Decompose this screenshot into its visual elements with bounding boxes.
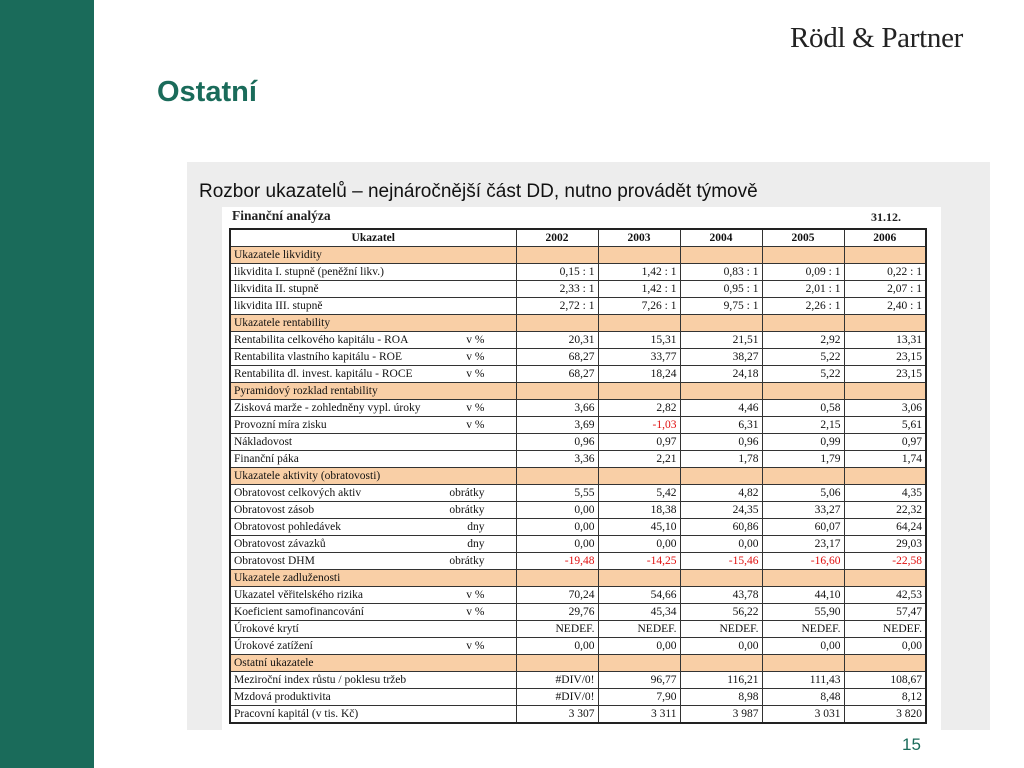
table-row (230, 621, 926, 638)
value-cell: 0,99 (762, 434, 844, 451)
indicator-label: Obratovost zásob (234, 503, 315, 516)
section-empty-cell (516, 655, 598, 672)
indicator-unit: v % (466, 639, 485, 652)
section-empty-cell (844, 383, 926, 400)
section-empty-cell (598, 247, 680, 264)
section-empty-cell (516, 383, 598, 400)
indicator-cell (230, 604, 516, 621)
value-cell: 1,78 (680, 451, 762, 468)
indicator-unit: obrátky (449, 486, 485, 499)
section-empty-cell (516, 468, 598, 485)
indicator-cell (230, 689, 516, 706)
section-label: Ukazatele rentability (230, 315, 516, 332)
value-cell: 1,42 : 1 (598, 264, 680, 281)
subtitle: Rozbor ukazatelů – nejnáročnější část DD, nutno provádět týmově (199, 181, 758, 202)
indicator-cell (230, 485, 516, 502)
value-cell: 8,48 (762, 689, 844, 706)
value-cell: 0,09 : 1 (762, 264, 844, 281)
table-row (230, 434, 926, 451)
table-row (230, 706, 926, 724)
table-row (230, 298, 926, 315)
value-cell: 60,86 (680, 519, 762, 536)
sidebar-band (0, 0, 94, 768)
value-cell: 38,27 (680, 349, 762, 366)
slide-title: Ostatní (157, 76, 257, 108)
indicator-cell (230, 536, 516, 553)
indicator-unit: v % (466, 588, 485, 601)
indicator-cell (230, 553, 516, 570)
indicator-label: Zisková marže - zohledněny vypl. úroky (234, 401, 421, 414)
section-empty-cell (598, 655, 680, 672)
section-label: Ukazatele zadluženosti (230, 570, 516, 587)
page-number: 15 (902, 735, 921, 754)
value-cell: 111,43 (762, 672, 844, 689)
value-cell: 29,76 (516, 604, 598, 621)
value-cell: 96,77 (598, 672, 680, 689)
value-cell: 64,24 (844, 519, 926, 536)
value-cell: 54,66 (598, 587, 680, 604)
section-label: Ukazatele aktivity (obratovosti) (230, 468, 516, 485)
value-cell: 7,90 (598, 689, 680, 706)
value-cell: 23,15 (844, 366, 926, 383)
section-label: Ostatní ukazatele (230, 655, 516, 672)
value-cell: 15,31 (598, 332, 680, 349)
header-indicator: Ukazatel (230, 229, 516, 247)
indicator-label: Finanční páka (234, 452, 299, 465)
document-title: Finanční analýza (232, 208, 331, 223)
value-cell: 33,27 (762, 502, 844, 519)
indicator-cell (230, 638, 516, 655)
value-cell: 0,97 (844, 434, 926, 451)
value-cell: 2,07 : 1 (844, 281, 926, 298)
value-cell: 0,96 (680, 434, 762, 451)
value-cell: 0,96 (516, 434, 598, 451)
indicator-unit: v % (466, 367, 485, 380)
indicator-label: Pracovní kapitál (v tis. Kč) (234, 707, 359, 720)
value-cell: 0,00 (680, 638, 762, 655)
indicator-label: Nákladovost (234, 435, 293, 448)
value-cell: 44,10 (762, 587, 844, 604)
value-cell: -22,58 (844, 553, 926, 570)
value-cell: NEDEF. (516, 621, 598, 638)
value-cell: 42,53 (844, 587, 926, 604)
value-cell: 8,98 (680, 689, 762, 706)
indicator-label: Rentabilita celkového kapitálu - ROA (234, 333, 409, 346)
value-cell: -1,03 (598, 417, 680, 434)
indicator-cell (230, 417, 516, 434)
indicator-label: Mzdová produktivita (234, 690, 331, 703)
indicator-cell (230, 672, 516, 689)
indicator-cell (230, 298, 516, 315)
value-cell: 5,06 (762, 485, 844, 502)
indicator-cell (230, 366, 516, 383)
section-row (230, 315, 926, 332)
section-label: Ukazatele likvidity (230, 247, 516, 264)
indicator-cell (230, 332, 516, 349)
section-row (230, 655, 926, 672)
value-cell: 0,95 : 1 (680, 281, 762, 298)
table-header-row (230, 229, 926, 247)
section-empty-cell (680, 570, 762, 587)
value-cell: 0,00 (516, 638, 598, 655)
section-empty-cell (598, 570, 680, 587)
value-cell: 56,22 (680, 604, 762, 621)
section-empty-cell (844, 247, 926, 264)
value-cell: 0,00 (680, 536, 762, 553)
value-cell: 5,61 (844, 417, 926, 434)
indicator-label: likvidita II. stupně (234, 282, 319, 295)
value-cell: #DIV/0! (516, 689, 598, 706)
value-cell: 6,31 (680, 417, 762, 434)
value-cell: 55,90 (762, 604, 844, 621)
section-empty-cell (516, 247, 598, 264)
value-cell: 116,21 (680, 672, 762, 689)
value-cell: 0,00 (516, 502, 598, 519)
value-cell: 9,75 : 1 (680, 298, 762, 315)
indicator-label: Úrokové krytí (234, 622, 299, 635)
value-cell: 18,24 (598, 366, 680, 383)
value-cell: 4,35 (844, 485, 926, 502)
value-cell: 23,15 (844, 349, 926, 366)
table-row (230, 604, 926, 621)
section-row (230, 247, 926, 264)
section-empty-cell (762, 383, 844, 400)
value-cell: 13,31 (844, 332, 926, 349)
value-cell: #DIV/0! (516, 672, 598, 689)
section-row (230, 570, 926, 587)
value-cell: 3,36 (516, 451, 598, 468)
value-cell: -14,25 (598, 553, 680, 570)
indicator-unit: v % (466, 605, 485, 618)
indicator-cell (230, 281, 516, 298)
value-cell: 0,22 : 1 (844, 264, 926, 281)
table-row (230, 536, 926, 553)
section-empty-cell (598, 468, 680, 485)
value-cell: 18,38 (598, 502, 680, 519)
table-row (230, 366, 926, 383)
value-cell: 3,69 (516, 417, 598, 434)
header-2006: 2006 (844, 229, 926, 247)
table-row (230, 485, 926, 502)
section-empty-cell (844, 468, 926, 485)
table-row (230, 417, 926, 434)
table-row (230, 451, 926, 468)
indicator-label: Obratovost pohledávek (234, 520, 341, 533)
indicator-label: likvidita I. stupně (peněžní likv.) (234, 265, 384, 278)
indicator-unit: dny (467, 537, 485, 550)
indicator-unit: obrátky (449, 503, 485, 516)
header-2005: 2005 (762, 229, 844, 247)
value-cell: 2,01 : 1 (762, 281, 844, 298)
value-cell: 60,07 (762, 519, 844, 536)
value-cell: 29,03 (844, 536, 926, 553)
indicator-label: Obratovost závazků (234, 537, 326, 550)
value-cell: 1,42 : 1 (598, 281, 680, 298)
indicator-label: likvidita III. stupně (234, 299, 323, 312)
section-empty-cell (680, 247, 762, 264)
value-cell: 0,97 (598, 434, 680, 451)
table-row (230, 332, 926, 349)
document-date: 31.12. (871, 210, 901, 224)
value-cell: 5,42 (598, 485, 680, 502)
value-cell: 1,79 (762, 451, 844, 468)
value-cell: 5,22 (762, 366, 844, 383)
value-cell: 33,77 (598, 349, 680, 366)
header-2004: 2004 (680, 229, 762, 247)
value-cell: 0,00 (598, 536, 680, 553)
value-cell: 5,55 (516, 485, 598, 502)
value-cell: 8,12 (844, 689, 926, 706)
value-cell: 2,26 : 1 (762, 298, 844, 315)
value-cell: 70,24 (516, 587, 598, 604)
value-cell: 2,33 : 1 (516, 281, 598, 298)
indicator-cell (230, 519, 516, 536)
value-cell: 0,00 (516, 536, 598, 553)
value-cell: -16,60 (762, 553, 844, 570)
section-empty-cell (844, 655, 926, 672)
value-cell: 0,58 (762, 400, 844, 417)
indicator-unit: obrátky (449, 554, 485, 567)
section-empty-cell (844, 570, 926, 587)
section-empty-cell (762, 570, 844, 587)
table-row (230, 281, 926, 298)
indicator-cell (230, 621, 516, 638)
table-row (230, 400, 926, 417)
value-cell: 2,21 (598, 451, 680, 468)
value-cell: 3 307 (516, 706, 598, 724)
indicator-unit: v % (466, 401, 485, 414)
table-row (230, 587, 926, 604)
indicator-label: Ukazatel věřitelského rizika (234, 588, 363, 601)
indicator-cell (230, 451, 516, 468)
value-cell: 3,66 (516, 400, 598, 417)
section-empty-cell (762, 655, 844, 672)
section-row (230, 468, 926, 485)
table-row (230, 519, 926, 536)
header-2003: 2003 (598, 229, 680, 247)
table-row (230, 689, 926, 706)
value-cell: 57,47 (844, 604, 926, 621)
indicator-cell (230, 400, 516, 417)
indicator-cell (230, 264, 516, 281)
value-cell: -19,48 (516, 553, 598, 570)
indicator-cell (230, 502, 516, 519)
indicator-cell (230, 587, 516, 604)
value-cell: 0,00 (844, 638, 926, 655)
section-empty-cell (516, 570, 598, 587)
table-row (230, 502, 926, 519)
indicator-label: Koeficient samofinancování (234, 605, 364, 618)
header-2002: 2002 (516, 229, 598, 247)
value-cell: 5,22 (762, 349, 844, 366)
section-empty-cell (598, 383, 680, 400)
indicator-label: Úrokové zatížení (234, 639, 313, 652)
value-cell: NEDEF. (844, 621, 926, 638)
brand-logo: Rödl & Partner (790, 22, 964, 54)
indicator-cell (230, 706, 516, 724)
value-cell: 0,00 (762, 638, 844, 655)
section-empty-cell (598, 315, 680, 332)
section-row (230, 383, 926, 400)
value-cell: NEDEF. (762, 621, 844, 638)
section-empty-cell (680, 315, 762, 332)
indicator-unit: v % (466, 350, 485, 363)
value-cell: 24,35 (680, 502, 762, 519)
table-row (230, 349, 926, 366)
value-cell: 22,32 (844, 502, 926, 519)
value-cell: 0,00 (598, 638, 680, 655)
value-cell: 0,15 : 1 (516, 264, 598, 281)
value-cell: 2,72 : 1 (516, 298, 598, 315)
section-empty-cell (762, 247, 844, 264)
indicator-label: Obratovost DHM (234, 554, 315, 567)
value-cell: -15,46 (680, 553, 762, 570)
indicator-cell (230, 434, 516, 451)
table-row (230, 264, 926, 281)
indicator-unit: dny (467, 520, 485, 533)
table-row (230, 672, 926, 689)
value-cell: 21,51 (680, 332, 762, 349)
table-body (230, 247, 926, 724)
value-cell: 45,34 (598, 604, 680, 621)
value-cell: 3 311 (598, 706, 680, 724)
indicator-label: Provozní míra zisku (234, 418, 327, 431)
indicator-label: Meziroční index růstu / poklesu tržeb (234, 673, 407, 686)
value-cell: 3 820 (844, 706, 926, 724)
value-cell: 2,92 (762, 332, 844, 349)
section-empty-cell (680, 383, 762, 400)
value-cell: 23,17 (762, 536, 844, 553)
table-row (230, 638, 926, 655)
value-cell: 43,78 (680, 587, 762, 604)
value-cell: 2,40 : 1 (844, 298, 926, 315)
section-label: Pyramidový rozklad rentability (230, 383, 516, 400)
table-row (230, 553, 926, 570)
value-cell: 4,82 (680, 485, 762, 502)
value-cell: NEDEF. (680, 621, 762, 638)
section-empty-cell (844, 315, 926, 332)
indicator-unit: v % (466, 418, 485, 431)
indicator-unit: v % (466, 333, 485, 346)
indicator-cell (230, 349, 516, 366)
value-cell: 7,26 : 1 (598, 298, 680, 315)
section-empty-cell (762, 315, 844, 332)
indicator-label: Obratovost celkových aktiv (234, 486, 362, 499)
value-cell: 108,67 (844, 672, 926, 689)
value-cell: 0,83 : 1 (680, 264, 762, 281)
value-cell: 0,00 (516, 519, 598, 536)
value-cell: 3 987 (680, 706, 762, 724)
indicator-label: Rentabilita vlastního kapitálu - ROE (234, 350, 402, 363)
indicator-label: Rentabilita dl. invest. kapitálu - ROCE (234, 367, 413, 380)
financial-table (229, 228, 927, 724)
value-cell: 2,15 (762, 417, 844, 434)
value-cell: 3,06 (844, 400, 926, 417)
value-cell: 1,74 (844, 451, 926, 468)
section-empty-cell (762, 468, 844, 485)
value-cell: 24,18 (680, 366, 762, 383)
value-cell: 2,82 (598, 400, 680, 417)
value-cell: 20,31 (516, 332, 598, 349)
value-cell: 68,27 (516, 349, 598, 366)
section-empty-cell (516, 315, 598, 332)
value-cell: 45,10 (598, 519, 680, 536)
value-cell: 4,46 (680, 400, 762, 417)
value-cell: 68,27 (516, 366, 598, 383)
value-cell: 3 031 (762, 706, 844, 724)
value-cell: NEDEF. (598, 621, 680, 638)
section-empty-cell (680, 655, 762, 672)
section-empty-cell (680, 468, 762, 485)
